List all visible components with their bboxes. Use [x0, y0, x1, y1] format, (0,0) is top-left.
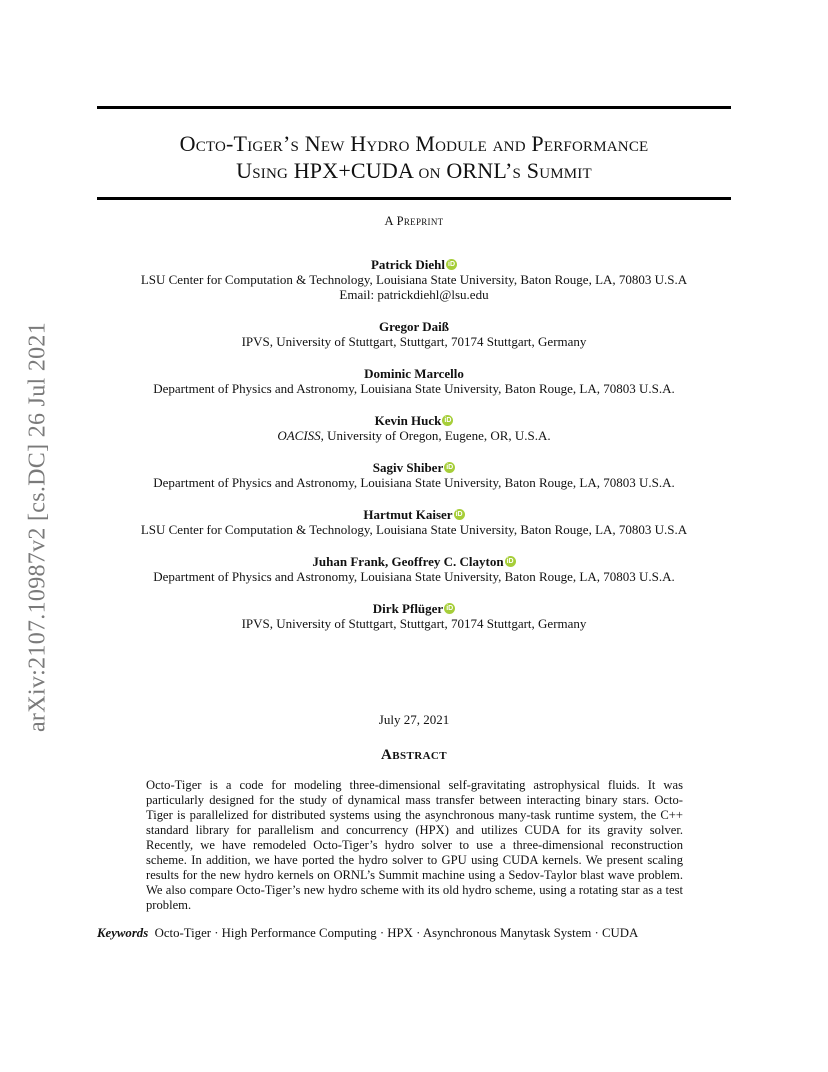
author-name: Kevin Huck — [374, 413, 442, 428]
orcid-icon[interactable]: iD — [446, 464, 454, 471]
title-line-2: Using HPX+CUDA on ORNL’s Summit — [236, 158, 592, 183]
abstract-heading: Abstract — [381, 747, 447, 763]
author-affiliation: IPVS, University of Stuttgart, Stuttgart, 70174 Stuttgart, Germany — [241, 334, 587, 349]
author-name: Sagiv Shiber — [372, 460, 444, 475]
author-name: Gregor Daiß — [379, 319, 449, 334]
author-name: Hartmut Kaiser — [363, 507, 453, 522]
orcid-icon[interactable]: iD — [446, 605, 454, 612]
author-block — [0, 507, 828, 537]
title-top-rule — [97, 106, 731, 109]
orcid-icon[interactable]: iD — [506, 558, 514, 565]
abstract-text: Octo-Tiger is a code for modeling three-dimensional self-gravitating astrophysical fluids. It was particularly designed for the study of dynamical mass transfer between interacting binary stars. Octo-Tiger is parallelized for distributed systems using the asynchronous many-task runtime system, the C++ standard library for parallelism and concurrency (HPX) and utilizes CUDA for its gravity solver. Recently, we have remodeled Octo-Tiger’s hydro solver to use a three-dimensional reconstruction scheme. In addition, we have ported the hydro solver to GPU using CUDA kernels. We present scaling results for the new hydro kernels on ORNL’s Summit machine using a Sedov-Taylor blast wave problem. We also compare Octo-Tiger’s new hydro scheme with its old hydro scheme, using a rotating star as a test problem. — [146, 778, 683, 912]
keywords-list: Octo-Tiger · High Performance Computing · HPX · Asynchronous Manytask System · CUDA — [154, 926, 639, 940]
title-line-1: Octo-Tiger’s New Hydro Module and Performance — [179, 131, 649, 156]
author-list — [0, 257, 828, 648]
orcid-icon[interactable]: iD — [444, 417, 452, 424]
keywords-line — [97, 926, 737, 941]
author-name: Dirk Pflüger — [372, 601, 444, 616]
paper-date: July 27, 2021 — [378, 712, 450, 727]
keywords-label: Keywords — [97, 926, 149, 940]
affiliation-italic: OACISS — [277, 428, 321, 443]
author-affiliation: Department of Physics and Astronomy, Louisiana State University, Baton Rouge, LA, 70803 U.S.A. — [153, 569, 675, 584]
affiliation-rest: , University of Oregon, Eugene, OR, U.S.A. — [320, 428, 551, 443]
preprint-label: A Preprint — [384, 214, 444, 228]
author-affiliation: LSU Center for Computation & Technology, Louisiana State University, Baton Rouge, LA, 70803 U.S.A — [140, 522, 688, 537]
author-name: Juhan Frank, Geoffrey C. Clayton — [312, 554, 504, 569]
arxiv-stamp: arXiv:2107.10987v2 [cs.DC] 26 Jul 2021 — [24, 321, 51, 733]
author-block — [0, 319, 828, 349]
author-email[interactable]: Email: patrickdiehl@lsu.edu — [339, 287, 489, 302]
author-affiliation: IPVS, University of Stuttgart, Stuttgart, 70174 Stuttgart, Germany — [241, 616, 587, 631]
author-block — [0, 601, 828, 631]
author-name: Dominic Marcello — [364, 366, 464, 381]
author-affiliation: LSU Center for Computation & Technology, Louisiana State University, Baton Rouge, LA, 70803 U.S.A — [140, 272, 688, 287]
title-bottom-rule — [97, 197, 731, 200]
author-block — [0, 413, 828, 443]
orcid-icon[interactable]: iD — [448, 261, 455, 268]
author-affiliation: Department of Physics and Astronomy, Louisiana State University, Baton Rouge, LA, 70803 U.S.A. — [153, 475, 675, 490]
author-name: Patrick Diehl — [370, 257, 445, 272]
author-block — [0, 554, 828, 584]
author-affiliation: Department of Physics and Astronomy, Louisiana State University, Baton Rouge, LA, 70803 U.S.A. — [153, 381, 675, 396]
author-block — [0, 257, 828, 302]
author-block — [0, 366, 828, 396]
author-affiliation — [0, 428, 828, 443]
author-block — [0, 460, 828, 490]
orcid-icon[interactable]: iD — [455, 511, 463, 518]
paper-title — [97, 130, 731, 184]
